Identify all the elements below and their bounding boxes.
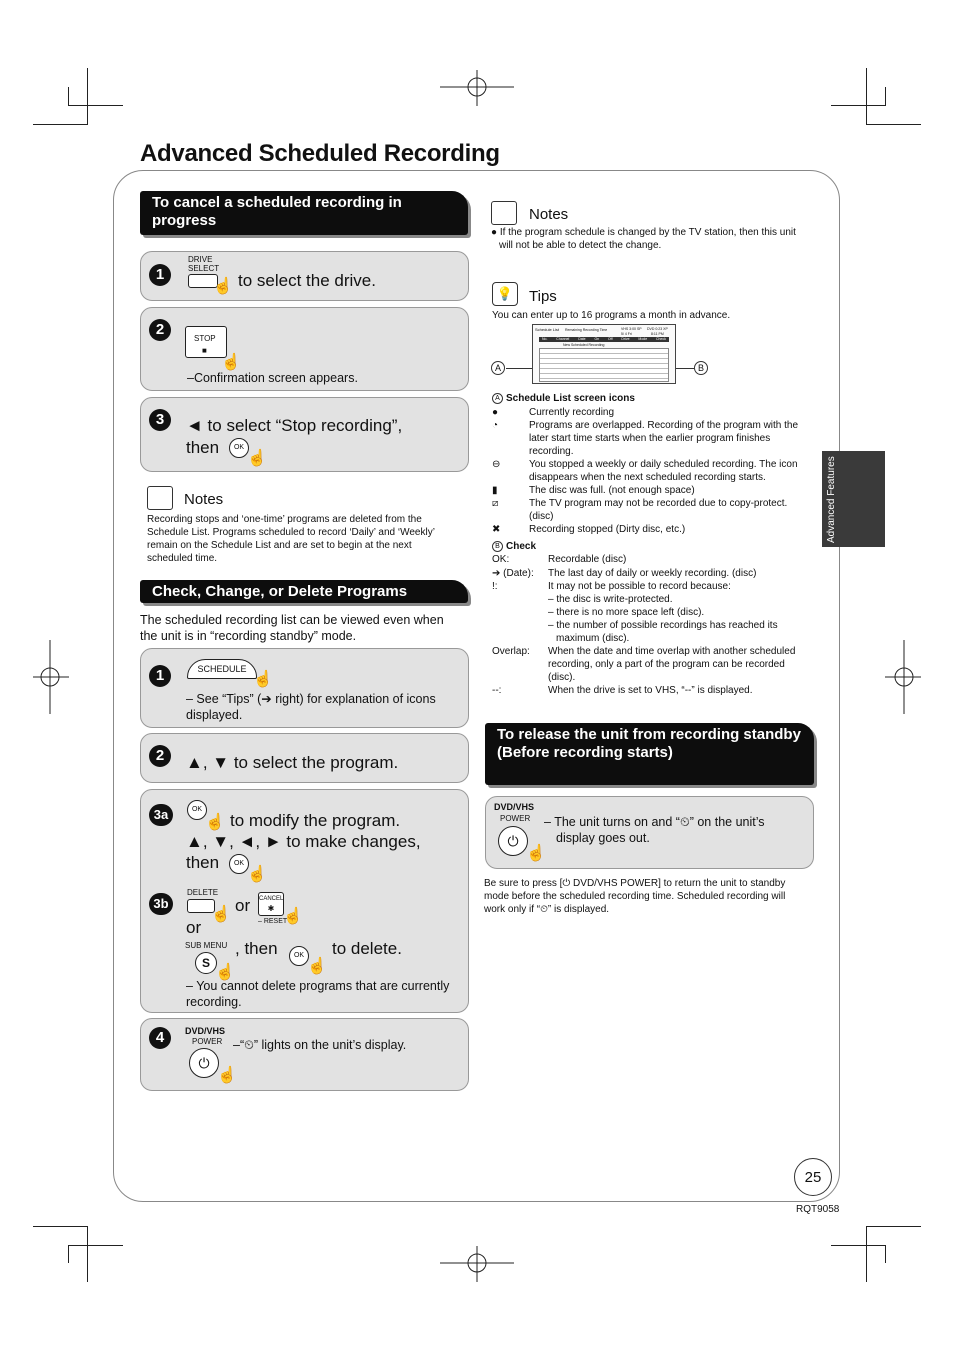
- check-section-title: Check: [506, 541, 537, 552]
- crop-mark: [87, 1226, 88, 1282]
- power-button[interactable]: ⏻: [498, 826, 528, 856]
- label-b-small: B: [492, 541, 503, 552]
- stop-icon: ■: [202, 346, 207, 355]
- power-label: POWER: [500, 814, 531, 823]
- lightbulb-icon: 💡: [492, 282, 518, 306]
- step-instruction-then: then: [186, 853, 220, 872]
- check-step-1: [140, 648, 469, 728]
- step-instruction: ◄ to select “Stop recording”,: [186, 416, 403, 435]
- mini-col: Check: [656, 337, 666, 341]
- label-b: B: [694, 361, 708, 375]
- hand-press-icon: ☝: [213, 278, 233, 295]
- check-section-header: Check, Change, or Delete Programs: [140, 580, 468, 603]
- registration-mark: [440, 1246, 514, 1282]
- mini-date2: 8:11 PM: [651, 332, 664, 336]
- mini-col: No.: [542, 337, 548, 341]
- step-note: –Confirmation screen appears.: [187, 371, 358, 385]
- crop-mark: [68, 1245, 123, 1246]
- notes-icon: [147, 486, 173, 510]
- icon-description: Programs are overlapped. Recording of the program with the later start time starts when the earlier program finishes recording.: [529, 420, 799, 457]
- hand-press-icon: ☝: [307, 958, 327, 975]
- label-a: A: [491, 361, 505, 375]
- reset-label: – RESET: [258, 918, 288, 925]
- dvd-vhs-label: DVD/VHS: [494, 802, 535, 812]
- notes-text: Recording stops and ‘one-time’ programs are deleted from the Schedule List. Programs scheduled to record ‘Daily’ and ‘Weekly’ remain on the Schedule List and are set to begin at the next scheduled time.: [147, 514, 435, 564]
- step-number: 3: [149, 409, 171, 431]
- registration-mark: [440, 70, 514, 106]
- check-step-3: [140, 789, 469, 1013]
- mini-date1: 5/ 4 Fri: [621, 332, 632, 336]
- tips-text: You can enter up to 16 programs a month in advance.: [492, 310, 731, 321]
- section-side-tab: [822, 451, 885, 547]
- icon-description: Currently recording: [529, 407, 615, 418]
- cancel-step-3: [140, 397, 469, 472]
- check-value: Recordable (disc): [548, 554, 627, 565]
- mini-remaining: Remaining Recording Time: [565, 328, 608, 332]
- cancel-step-2: [140, 307, 469, 391]
- check-value: The last day of daily or weekly recording. (disc): [548, 568, 757, 579]
- check-value: It may not be possible to record because:: [548, 581, 731, 592]
- icon-symbol: ⧄: [492, 498, 499, 509]
- pointer-line: [676, 368, 694, 369]
- hand-press-icon: ☝: [526, 845, 546, 862]
- power-label: POWER: [192, 1037, 223, 1046]
- notes-icon: [491, 201, 517, 225]
- step-instruction: ▲, ▼ to select the program.: [186, 753, 399, 772]
- ok-button[interactable]: OK: [187, 800, 207, 820]
- ok-button[interactable]: OK: [289, 946, 309, 966]
- drive-select-label: DRIVE SELECT: [188, 255, 220, 273]
- mini-vhs: VHS 3:00 SP: [621, 327, 642, 331]
- label-a-small: A: [492, 393, 503, 404]
- step-number: 2: [149, 319, 171, 341]
- step-instruction: to modify the program.: [230, 811, 401, 830]
- cancel-label: CANCEL: [259, 896, 284, 902]
- check-key: ➔ (Date):: [492, 568, 534, 579]
- release-step: [485, 796, 814, 869]
- icon-description: You stopped a weekly or daily scheduled recording. The icon disappears when the next scheduled recording starts.: [529, 459, 798, 483]
- check-key: Overlap:: [492, 646, 530, 657]
- icon-symbol: ▮: [492, 485, 498, 496]
- step-note: – See “Tips” (➔ right) for explanation of icons displayed.: [186, 692, 436, 722]
- icon-description: The TV program may not be recorded due to copy-protect. (disc): [529, 498, 788, 522]
- crop-mark: [33, 124, 88, 125]
- crop-mark: [68, 87, 69, 105]
- cancel-button[interactable]: [258, 892, 284, 916]
- crop-mark: [87, 68, 88, 124]
- mini-new-recording: New Scheduled Recording: [563, 343, 605, 347]
- notes-title: Notes: [529, 206, 569, 223]
- crop-mark: [866, 1226, 921, 1227]
- icons-section-title: Schedule List screen icons: [506, 393, 635, 404]
- check-key: !:: [492, 581, 498, 592]
- power-button[interactable]: ⏻: [189, 1048, 219, 1078]
- notes-text: ● If the program schedule is changed by the TV station, then this unit will not be able to detect the change.: [491, 227, 796, 251]
- check-value: – there is no more space left (disc).: [548, 607, 705, 618]
- step-number: 1: [149, 264, 171, 286]
- hand-press-icon: ☝: [247, 866, 267, 883]
- schedule-button[interactable]: SCHEDULE: [187, 659, 257, 679]
- star-icon: ✱: [267, 904, 275, 913]
- step-instruction: to select the drive.: [238, 271, 376, 290]
- crop-mark: [33, 1226, 88, 1227]
- hand-press-icon: ☝: [283, 908, 303, 925]
- or-text: or: [186, 918, 202, 937]
- step-instruction: ▲, ▼, ◄, ► to make changes,: [186, 832, 421, 851]
- hand-press-icon: ☝: [211, 906, 231, 923]
- step-number: 2: [149, 745, 171, 767]
- step-number: 1: [149, 665, 171, 687]
- mini-col: Off: [607, 337, 613, 341]
- registration-mark: [33, 640, 69, 714]
- check-value: – the disc is write-protected.: [548, 594, 673, 605]
- mini-title: Schedule List: [535, 327, 560, 332]
- ok-button[interactable]: OK: [229, 438, 249, 458]
- dvd-vhs-label: DVD/VHS: [185, 1026, 226, 1036]
- check-value: When the drive is set to VHS, “--” is displayed.: [548, 685, 753, 696]
- mini-col: Drive: [621, 337, 630, 341]
- icon-symbol: ◔: [492, 420, 499, 431]
- icon-symbol: ✖: [492, 524, 501, 535]
- check-step-2: [140, 733, 469, 783]
- step-note: – The unit turns on and “⏲” on the unit’s display goes out.: [544, 815, 765, 845]
- step-number: 4: [149, 1027, 171, 1049]
- registration-mark: [885, 640, 921, 714]
- crop-mark: [68, 1245, 69, 1263]
- step-instruction-then: then: [186, 438, 220, 457]
- mini-col: Channel: [556, 337, 570, 341]
- document-code: RQT9058: [796, 1204, 840, 1215]
- side-tab-label: Advanced Features: [826, 456, 837, 543]
- page-number: 25: [794, 1158, 832, 1196]
- notes-text-content: If the program schedule is changed by the TV station, then this unit will not be able to detect the change.: [499, 227, 796, 251]
- crop-mark: [885, 1245, 886, 1263]
- release-text: Be sure to press [⏻ DVD/VHS POWER] to return the unit to standby mode before the scheduled recording time. Scheduled recording will work only if “⏲” is displayed.: [484, 878, 786, 915]
- crop-mark: [866, 68, 867, 124]
- schedule-list-mini-screen: [532, 324, 676, 384]
- notes-title: Notes: [184, 491, 224, 508]
- crop-mark: [866, 124, 921, 125]
- mini-col: Mode: [638, 337, 648, 341]
- hand-press-icon: ☝: [215, 964, 235, 981]
- check-key: OK:: [492, 554, 510, 565]
- pointer-line: [506, 368, 534, 369]
- step-note: – You cannot delete programs that are currently recording.: [186, 979, 450, 1009]
- hand-press-icon: ☝: [253, 671, 273, 688]
- or-text: or: [235, 896, 251, 915]
- cancel-step-1: [140, 251, 469, 301]
- step-number: 3b: [149, 893, 173, 915]
- hand-press-icon: ☝: [221, 354, 241, 371]
- check-intro: The scheduled recording list can be viewed even when the unit is in “recording standby” mode.: [140, 613, 444, 643]
- mini-rows: [539, 348, 669, 382]
- hand-press-icon: ☝: [217, 1067, 237, 1084]
- delete-label: DELETE: [187, 888, 219, 897]
- check-key: --:: [492, 685, 502, 696]
- sub-menu-button[interactable]: S: [195, 952, 217, 974]
- icon-description: The disc was full. (not enough space): [529, 485, 695, 496]
- stop-label: STOP: [194, 334, 216, 343]
- to-delete-text: to delete.: [332, 939, 402, 958]
- crop-mark: [885, 87, 886, 105]
- release-section-header: To release the unit from recording standby (Before recording starts): [485, 723, 814, 785]
- tips-title: Tips: [529, 288, 557, 305]
- crop-mark: [68, 105, 123, 106]
- mini-header-row: [539, 337, 669, 342]
- page-title: Advanced Scheduled Recording: [140, 140, 500, 167]
- cancel-section-header: To cancel a scheduled recording in progress: [140, 191, 468, 235]
- icon-symbol: ●: [492, 407, 499, 418]
- check-value: When the date and time overlap with another scheduled recording, only a part of the program can be recorded (disc).: [548, 646, 796, 683]
- crop-mark: [831, 1245, 886, 1246]
- crop-mark: [831, 105, 886, 106]
- then-text: , then: [235, 939, 278, 958]
- mini-col: Date: [578, 337, 586, 341]
- check-step-4: [140, 1018, 469, 1091]
- step-number: 3a: [149, 804, 173, 826]
- mini-dvd: DVD 0:23 XP: [647, 327, 668, 331]
- check-value: – the number of possible recordings has reached its maximum (disc).: [548, 620, 778, 644]
- sub-menu-label: SUB MENU: [185, 941, 228, 950]
- icon-description: Recording stopped (Dirty disc, etc.): [529, 524, 686, 535]
- step-note: –“⏲” lights on the unit’s display.: [233, 1038, 407, 1052]
- hand-press-icon: ☝: [247, 450, 267, 467]
- ok-button[interactable]: OK: [229, 854, 249, 874]
- crop-mark: [866, 1226, 867, 1282]
- hand-press-icon: ☝: [205, 814, 225, 831]
- mini-col: On: [594, 337, 600, 341]
- icon-symbol: ⊖: [492, 459, 501, 470]
